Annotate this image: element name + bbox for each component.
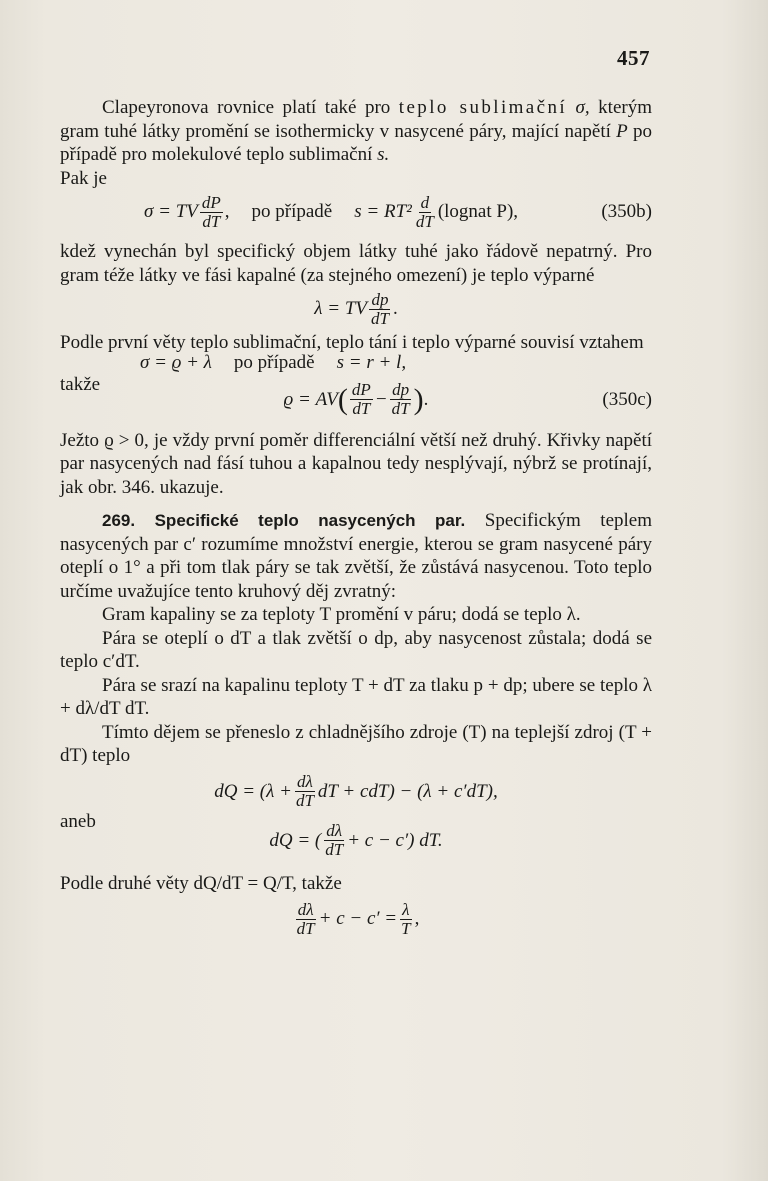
fraction (399, 901, 412, 938)
denominator: dT (352, 399, 371, 418)
denominator: T (401, 918, 411, 938)
symbol-sigma: σ, (575, 97, 590, 118)
fraction (295, 901, 317, 938)
fraction (200, 194, 223, 231)
denominator: dT (202, 211, 221, 231)
symbol-P: P (616, 120, 628, 142)
denominator: dT (296, 918, 315, 938)
eq-rhs: + c − c′) dT. (347, 829, 443, 851)
spaced-term: teplo sublimační (398, 97, 568, 118)
equation-number: (350c) (602, 388, 652, 410)
equation-350c: takže ϱ = AV ( $\frac{dP}{dT}$ − $\frac{dp}{dT}$ ) . (350c) (60, 373, 652, 418)
equation-sigma (60, 349, 652, 377)
numerator: dP (351, 380, 371, 400)
eq-end: , (414, 908, 420, 930)
eq-lhs: λ = TV (314, 298, 367, 320)
paragraph-gram-kapaliny: Gram kapaliny se za teploty T promění v páru; dodá se teplo λ. (102, 604, 581, 625)
paragraph-jezto: Ježto ϱ > 0, je vždy první poměr differenciální větší než druhý. Křivky napětí par nasycených nad fásí tuhou a kapalnou tedy nesplývají, nýbrž se protínají, jak obr. 346. ukazuje. (60, 429, 652, 498)
denominator: dT (295, 791, 314, 810)
text-fragment: Clapeyronova rovnice platí také pro (102, 97, 391, 118)
eq-text: po případě (233, 351, 315, 373)
numerator: dλ (326, 821, 343, 841)
text-block (60, 96, 652, 943)
denominator: dT (415, 211, 434, 231)
equation-lambda: λ = TV $\frac{dp}{dT}$ . (314, 289, 398, 328)
fraction (390, 381, 412, 418)
paragraph-para-srazi: Pára se srazí na kapalinu teploty T + dT za tlaku p + dp; ubere se teplo λ + dλ/dT dT. (60, 674, 652, 719)
equation-350b: σ = TV $\frac{dP}{dT}$ , po případě s = RT² $\frac{d}{dT}$ (lognat P), (350b) (144, 192, 652, 231)
aneb-label: aneb (60, 810, 96, 832)
denominator: dT (371, 308, 389, 328)
paragraph-podle-prvni: Podle první věty teplo sublimační, teplo tání i teplo výparné souvisí vztahem (60, 332, 644, 353)
denominator: dT (325, 840, 344, 859)
eq-mid: + c − c′ = (318, 908, 398, 930)
eq-lhs: σ = TV (144, 201, 198, 223)
numerator: dp (392, 380, 410, 400)
takze-label: takže (60, 373, 101, 395)
numerator: dλ (297, 899, 314, 919)
eq-lhs: σ = ϱ + λ (140, 351, 212, 373)
numerator: λ (402, 899, 410, 919)
equation-dQ2 (60, 810, 652, 866)
fraction (323, 822, 345, 859)
text-fragment: po případě pro molekulové teplo sublimační (60, 120, 652, 165)
minus-sign: − (374, 388, 388, 410)
eq-lhs: dQ = ( (269, 829, 322, 851)
numerator: dP (201, 192, 221, 212)
text-fragment: kterým gram tuhé látky promění se isothermicky v nasycené páry, mající napětí (60, 97, 652, 142)
fraction (414, 194, 436, 231)
fraction (369, 291, 391, 328)
paragraph-para-oteplí: Pára se oteplí o dT a tlak zvětší o dp, aby nasycenost zůstala; dodá se teplo c′dT. (60, 627, 652, 672)
text-fragment: Specifickým teplem nasycených par c′ rozumíme množství energie, kterou se gram nasycené páry oteplí o 1° a při tom tlak páry se tak zvětší, že zůstává nasycenou. Toto teplo určíme uvažujíce tento kruhový děj zvratný: (60, 510, 653, 602)
eq-rhs: s = r + l, (336, 351, 407, 373)
pak-je: Pak je (60, 167, 107, 189)
fraction (350, 381, 373, 418)
paragraph-kdez: kdež vynechán byl specifický objem látky tuhé jako řádově nepatrný. Pro gram téže látky ve fási kapalné (za stejného omezení) je teplo výparné (60, 241, 652, 286)
numerator: dλ (296, 772, 313, 792)
equation-number: (350b) (601, 201, 652, 223)
eq-text: po případě (251, 201, 333, 223)
paragraph-timto: Tímto dějem se přeneslo z chladnějšího zdroje (T) na teplejší zdroj (T + dT) teplo (60, 721, 652, 766)
page-number: 457 (617, 46, 650, 70)
eq-arg: (lognat P), (437, 201, 519, 223)
denominator: dT (391, 399, 410, 418)
paragraph-podle-druhe: Podle druhé věty dQ/dT = Q/T, takže (60, 872, 342, 894)
eq-rhs: dT + cdT) − (λ + c′dT), (317, 780, 498, 802)
section-number: 269. (102, 511, 136, 530)
equation-dQ1 (60, 768, 652, 816)
eq-lhs: s = RT² (354, 201, 412, 223)
section-title: Specifické teplo nasycených par. (154, 511, 466, 530)
eq-lhs: dQ = (λ + (214, 780, 292, 802)
equation-final (60, 895, 652, 943)
fraction (294, 773, 316, 810)
paragraph-section-269 (60, 509, 652, 603)
numerator: d (420, 192, 430, 212)
numerator: dp (371, 289, 389, 309)
symbol-s: s. (377, 144, 390, 165)
eq-lhs: ϱ = AV (283, 388, 338, 410)
paragraph-clapeyron (60, 96, 652, 167)
